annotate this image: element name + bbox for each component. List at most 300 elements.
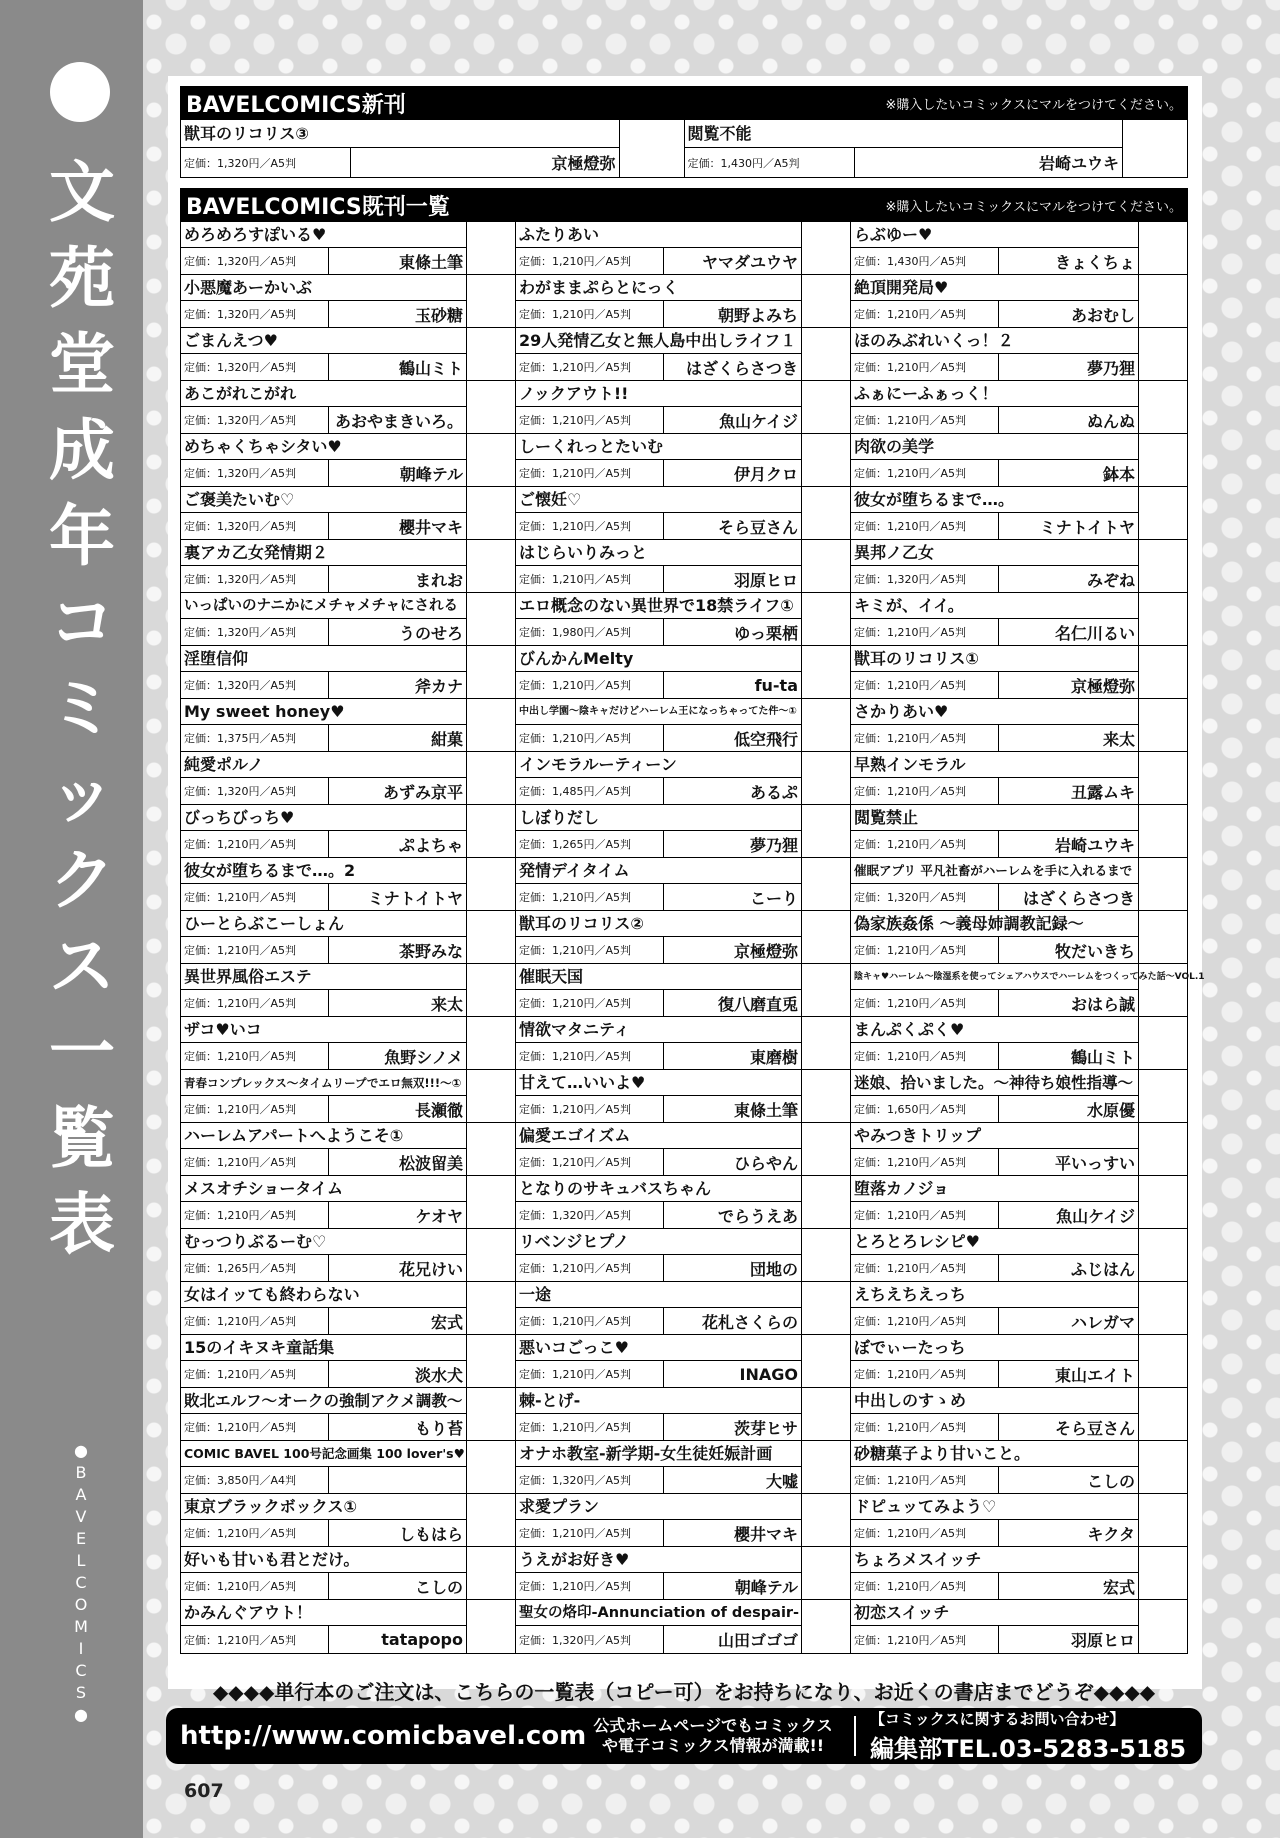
sidebar-subtitle-char: ● (74, 1705, 88, 1724)
order-check-box[interactable] (802, 487, 850, 539)
book-title: 砂糖菓子より甘いこと。 (851, 1441, 1138, 1467)
book-info (181, 1017, 467, 1069)
book-meta (181, 1149, 466, 1175)
order-check-box[interactable] (802, 328, 850, 380)
order-check-box[interactable] (467, 1282, 515, 1334)
book-meta (516, 672, 801, 698)
book-entry (851, 1600, 1187, 1653)
book-info (516, 381, 802, 433)
book-meta (181, 778, 466, 804)
book-info (851, 1600, 1139, 1653)
book-price: 定価：1,210円／A5判 (516, 1308, 664, 1334)
book-author: 鶴山ミト (1070, 1047, 1135, 1067)
book-entry (851, 1229, 1187, 1282)
book-price: 定価：1,210円／A5判 (516, 354, 664, 380)
book-price: 定価：1,430円／A5判 (851, 248, 999, 274)
book-price: 定価：1,210円／A5判 (851, 672, 999, 698)
book-author: あおやまきいろ。 (334, 411, 463, 431)
order-check-box[interactable] (1139, 858, 1187, 910)
sidebar-title-char: 文 (49, 154, 115, 231)
order-check-box[interactable] (802, 222, 850, 274)
book-meta (851, 1520, 1138, 1546)
book-author: あるぷ (749, 782, 798, 802)
book-title: 早熟インモラル (851, 752, 1138, 778)
book-meta (181, 1096, 466, 1122)
sidebar-subtitle-char: ● (74, 1441, 88, 1460)
book-entry (181, 1600, 515, 1653)
book-title: 甘えて…いいよ♥ (516, 1070, 801, 1096)
book-info (516, 1388, 802, 1440)
book-meta (516, 1255, 801, 1281)
book-author: はざくらさつき (1022, 888, 1135, 908)
order-check-box[interactable] (1139, 1494, 1187, 1546)
order-check-box[interactable] (802, 1123, 850, 1175)
book-author: 櫻井マキ (398, 517, 463, 537)
book-entry (851, 646, 1187, 699)
book-author: うのせろ (398, 623, 463, 643)
sidebar-title-char: 成 (49, 412, 115, 489)
book-meta (851, 513, 1138, 539)
book-info (516, 1494, 802, 1546)
order-check-box[interactable] (467, 1123, 515, 1175)
book-entry (516, 487, 850, 540)
book-title: 発情デイタイム (516, 858, 801, 884)
order-check-box[interactable] (467, 752, 515, 804)
book-title: 青春コンプレックス～タイムリープでエロ無双!!!～① (181, 1070, 466, 1096)
book-meta (181, 1467, 466, 1493)
book-price: 定価：1,210円／A5判 (851, 301, 999, 327)
book-price: 定価：1,210円／A5判 (851, 1308, 999, 1334)
book-price: 定価：1,210円／A5判 (516, 301, 664, 327)
order-check-box[interactable] (1139, 1335, 1187, 1387)
book-info (181, 646, 467, 698)
book-meta (181, 672, 466, 698)
book-info (851, 1494, 1139, 1546)
order-check-box[interactable] (467, 805, 515, 857)
order-check-box[interactable] (802, 1282, 850, 1334)
sidebar-title-char: 一 (49, 1014, 115, 1091)
book-meta (851, 1202, 1138, 1228)
book-meta (181, 1573, 466, 1599)
book-meta (516, 1043, 801, 1069)
promo-line-2: や電子コミックス情報が満載!! (601, 1736, 825, 1755)
book-info (181, 120, 620, 177)
sidebar-subtitle-char: C (75, 1661, 87, 1680)
book-info (516, 222, 802, 274)
sidebar-title-char: 苑 (49, 240, 115, 317)
book-title: ノックアウト!! (516, 381, 801, 407)
book-info (181, 1282, 467, 1334)
book-author: 牧だいきち (1054, 941, 1135, 961)
book-author: 松波留美 (398, 1153, 463, 1173)
book-author: そら豆さん (1054, 1418, 1135, 1438)
book-entry (181, 487, 515, 540)
order-check-box[interactable] (620, 120, 684, 177)
book-meta (181, 884, 466, 910)
sidebar-subtitle-char: S (75, 1683, 87, 1702)
promo-line-1: 公式ホームページでもコミックス (593, 1716, 833, 1735)
book-meta (516, 831, 801, 857)
book-info (181, 964, 467, 1016)
book-title: 一途 (516, 1282, 801, 1308)
book-meta (181, 725, 466, 751)
order-check-box[interactable] (1139, 222, 1187, 274)
book-title: ひーとらぶこーしょん (181, 911, 466, 937)
order-check-box[interactable] (467, 1229, 515, 1281)
book-info (181, 1600, 467, 1653)
order-check-box[interactable] (467, 964, 515, 1016)
book-price: 定価：1,210円／A5判 (181, 1202, 329, 1228)
book-author: 魚野シノメ (384, 1047, 463, 1067)
sidebar-title-char: コ (49, 584, 115, 661)
book-price: 定価：1,210円／A5判 (851, 1573, 999, 1599)
order-check-box[interactable] (802, 646, 850, 698)
order-check-box[interactable] (1139, 381, 1187, 433)
book-title: 迷娘、拾いました。～神待ち娘性指導～ (851, 1070, 1138, 1096)
book-entry (851, 222, 1187, 275)
book-entry (181, 1017, 515, 1070)
order-check-box[interactable] (1139, 646, 1187, 698)
book-price: 定価：1,375円／A5判 (181, 725, 329, 751)
order-check-box[interactable] (1139, 328, 1187, 380)
book-price: 定価：1,210円／A5判 (851, 1520, 999, 1546)
order-check-box[interactable] (467, 858, 515, 910)
order-check-box[interactable] (802, 1600, 850, 1653)
order-check-box[interactable] (1139, 1547, 1187, 1599)
book-entry (181, 1335, 515, 1388)
book-entry (851, 1070, 1187, 1123)
book-author: ミナトイトヤ (1039, 517, 1135, 537)
book-price: 定価：1,210円／A5判 (181, 831, 329, 857)
backlist-note: ※購入したいコミックスにマルをつけてください。 (885, 199, 1182, 215)
book-meta (851, 566, 1138, 592)
new-releases-header (180, 86, 1188, 120)
book-price: 定価：1,210円／A5判 (181, 1149, 329, 1175)
book-author: ヤマダユウヤ (701, 252, 798, 272)
book-info (851, 646, 1139, 698)
order-check-box[interactable] (802, 1070, 850, 1122)
book-meta (851, 407, 1138, 433)
book-entry (516, 911, 850, 964)
book-author: こーり (749, 888, 798, 908)
order-check-box[interactable] (467, 222, 515, 274)
book-title: びんかんMelty (516, 646, 801, 672)
book-title: オナホ教室-新学期-女生徒妊娠計画 (516, 1441, 801, 1467)
order-check-box[interactable] (802, 1547, 850, 1599)
book-meta (851, 990, 1138, 1016)
book-info (181, 275, 467, 327)
book-meta (516, 566, 801, 592)
order-check-box[interactable] (1139, 275, 1187, 327)
book-price: 定価：1,210円／A5判 (516, 1414, 664, 1440)
order-check-box[interactable] (467, 593, 515, 645)
book-title: キミが、イイ。 (851, 593, 1138, 619)
book-author: 来太 (1102, 729, 1135, 749)
order-check-box[interactable] (802, 275, 850, 327)
new-releases-section (180, 86, 1188, 178)
order-check-box[interactable] (467, 1494, 515, 1546)
book-title: 陰キャ♥ハーレム～陰湿系を使ってシェアハウスでハーレムをつくってみた話～VOL.1 (851, 964, 1138, 990)
book-info (181, 752, 467, 804)
order-check-box[interactable] (802, 593, 850, 645)
book-title: 敗北エルフ～オークの強制アクメ調教～ (181, 1388, 466, 1414)
book-price: 定価：1,210円／A5判 (181, 1414, 329, 1440)
order-check-box[interactable] (467, 1547, 515, 1599)
sidebar-subtitle-char: I (78, 1639, 84, 1658)
order-check-box[interactable] (467, 275, 515, 327)
sidebar-subtitle-char: L (76, 1551, 86, 1570)
book-author: 低空飛行 (733, 729, 798, 749)
order-check-box[interactable] (802, 434, 850, 486)
book-author: 東山エイト (1054, 1365, 1135, 1385)
bottom-banner (166, 1708, 1202, 1764)
book-meta (851, 354, 1138, 380)
book-title: エロ概念のない異世界で18禁ライフ① (516, 593, 801, 619)
book-meta (181, 1202, 466, 1228)
book-meta (516, 460, 801, 486)
order-check-box[interactable] (802, 964, 850, 1016)
book-author: みぞね (1086, 570, 1135, 590)
book-meta (851, 1149, 1138, 1175)
book-title: ごまんえつ♥ (181, 328, 466, 354)
book-price: 定価：1,210円／A5判 (181, 937, 329, 963)
book-title: めちゃくちゃシタい♥ (181, 434, 466, 460)
book-entry (851, 1176, 1187, 1229)
order-check-box[interactable] (1139, 805, 1187, 857)
book-title: 聖女の烙印-Annunciation of despair- (516, 1600, 801, 1626)
book-title: 彼女が堕ちるまで…。2 (181, 858, 466, 884)
book-meta (685, 148, 1123, 177)
book-meta (516, 778, 801, 804)
book-meta (181, 1043, 466, 1069)
website-link[interactable]: http://www.comicbavel.com (180, 1721, 587, 1751)
book-price: 定価：1,320円／A5判 (516, 1467, 664, 1493)
order-check-box[interactable] (802, 1017, 850, 1069)
book-price: 定価：1,210円／A5判 (516, 460, 664, 486)
book-info (181, 1070, 467, 1122)
page-number: 607 (184, 1780, 224, 1802)
book-meta (516, 1520, 801, 1546)
book-author: 山田ゴゴゴ (717, 1631, 798, 1650)
book-price: 定価：1,210円／A5判 (181, 1308, 329, 1334)
book-entry (181, 381, 515, 434)
book-info (851, 1176, 1139, 1228)
order-check-box[interactable] (802, 1335, 850, 1387)
order-check-box[interactable] (802, 805, 850, 857)
book-meta (181, 1361, 466, 1387)
book-info (851, 911, 1139, 963)
book-price: 定価：1,210円／A5判 (851, 778, 999, 804)
sidebar-title-char: 堂 (49, 326, 115, 403)
order-check-box[interactable] (1139, 1229, 1187, 1281)
order-check-box[interactable] (1139, 1123, 1187, 1175)
book-author: 京極燈弥 (1070, 676, 1135, 696)
book-title: 中出し学園～陰キャだけどハーレム王になっちゃってた件～① (516, 699, 801, 725)
book-entry (516, 858, 850, 911)
book-entry (181, 646, 515, 699)
book-info (181, 1494, 467, 1546)
order-check-box[interactable] (467, 1388, 515, 1440)
book-entry (181, 1070, 515, 1123)
book-meta (181, 301, 466, 327)
order-check-box[interactable] (1139, 1176, 1187, 1228)
book-title: 獣耳のリコリス② (516, 911, 801, 937)
order-check-box[interactable] (802, 858, 850, 910)
book-title: 催眠天国 (516, 964, 801, 990)
book-meta (516, 884, 801, 910)
order-check-box[interactable] (802, 911, 850, 963)
book-title: とろとろレシピ♥ (851, 1229, 1138, 1255)
order-check-box[interactable] (467, 1070, 515, 1122)
sidebar-subtitle-char: A (75, 1485, 87, 1504)
book-meta (181, 990, 466, 1016)
order-check-box[interactable] (1123, 120, 1187, 177)
book-info (516, 805, 802, 857)
order-check-box[interactable] (1139, 1070, 1187, 1122)
book-price: 定価：1,210円／A5判 (516, 1361, 664, 1387)
book-meta (516, 937, 801, 963)
order-check-box[interactable] (1139, 1388, 1187, 1440)
order-check-box[interactable] (1139, 964, 1187, 1016)
book-info (851, 328, 1139, 380)
order-check-box[interactable] (467, 911, 515, 963)
order-check-box[interactable] (1139, 434, 1187, 486)
book-info (181, 911, 467, 963)
book-author: 来太 (430, 994, 463, 1014)
order-check-box[interactable] (1139, 911, 1187, 963)
book-entry (851, 1388, 1187, 1441)
book-info (516, 646, 802, 698)
book-info (851, 275, 1139, 327)
book-info (181, 858, 467, 910)
book-meta (181, 1414, 466, 1440)
book-price: 定価：1,210円／A5判 (516, 672, 664, 698)
book-entry (851, 540, 1187, 593)
order-check-box[interactable] (1139, 752, 1187, 804)
book-info (181, 1547, 467, 1599)
book-entry (181, 540, 515, 593)
order-check-box[interactable] (802, 540, 850, 592)
order-check-box[interactable] (467, 1176, 515, 1228)
book-info (516, 964, 802, 1016)
sidebar-title-char: 覧 (49, 1100, 115, 1177)
book-price: 定価：1,210円／A5判 (851, 725, 999, 751)
book-info (851, 487, 1139, 539)
book-author: そら豆さん (717, 517, 798, 537)
book-info (851, 1282, 1139, 1334)
book-title: ふたりあい (516, 222, 801, 248)
book-entry (516, 328, 850, 381)
sidebar-subtitle-char: O (74, 1595, 88, 1614)
book-info (516, 1176, 802, 1228)
order-check-box[interactable] (1139, 699, 1187, 751)
book-entry (516, 1282, 850, 1335)
order-check-box[interactable] (467, 381, 515, 433)
book-price: 定価：3,850円／A4判 (181, 1467, 329, 1493)
book-author: 丑露ムキ (1070, 782, 1135, 802)
book-title: まんぷくぷく♥ (851, 1017, 1138, 1043)
book-price: 定価：1,320円／A5判 (851, 566, 999, 592)
order-check-box[interactable] (1139, 1600, 1187, 1653)
order-check-box[interactable] (802, 1388, 850, 1440)
new-releases-title: BAVELCOMICS新刊 (186, 92, 406, 118)
book-author: 東條土筆 (733, 1100, 798, 1120)
book-meta (181, 1308, 466, 1334)
book-title: メスオチショータイム (181, 1176, 466, 1202)
order-check-box[interactable] (802, 1494, 850, 1546)
book-meta (851, 1626, 1138, 1653)
book-entry (181, 1441, 515, 1494)
book-title: ぼでぃーたっち (851, 1335, 1138, 1361)
order-check-box[interactable] (467, 434, 515, 486)
order-check-box[interactable] (467, 699, 515, 751)
book-entry (181, 328, 515, 381)
book-meta (181, 148, 619, 177)
order-check-box[interactable] (802, 1229, 850, 1281)
book-meta (181, 460, 466, 486)
book-meta (851, 1467, 1138, 1493)
order-check-box[interactable] (1139, 487, 1187, 539)
order-check-box[interactable] (467, 1441, 515, 1493)
order-check-box[interactable] (1139, 1441, 1187, 1493)
order-check-box[interactable] (802, 1441, 850, 1493)
order-check-box[interactable] (467, 328, 515, 380)
book-title: となりのサキュバスちゃん (516, 1176, 801, 1202)
order-check-box[interactable] (467, 1600, 515, 1653)
order-check-box[interactable] (802, 752, 850, 804)
order-check-box[interactable] (1139, 1017, 1187, 1069)
order-check-box[interactable] (1139, 540, 1187, 592)
book-meta (516, 1626, 801, 1653)
order-check-box[interactable] (802, 699, 850, 751)
book-title: 閲覧不能 (685, 120, 1123, 148)
order-check-box[interactable] (802, 1176, 850, 1228)
book-title: 棘-とげ- (516, 1388, 801, 1414)
book-info (181, 328, 467, 380)
book-entry (516, 1388, 850, 1441)
book-title: 淫堕信仰 (181, 646, 466, 672)
book-meta (181, 831, 466, 857)
order-check-box[interactable] (467, 540, 515, 592)
order-check-box[interactable] (1139, 1282, 1187, 1334)
book-entry (516, 646, 850, 699)
sidebar-title-char: ミ (49, 670, 115, 747)
book-price: 定価：1,210円／A5判 (516, 1096, 664, 1122)
book-meta (516, 1149, 801, 1175)
book-info (516, 1070, 802, 1122)
order-check-box[interactable] (467, 646, 515, 698)
order-check-box[interactable] (467, 487, 515, 539)
book-price: 定価：1,650円／A5判 (851, 1096, 999, 1122)
order-check-box[interactable] (467, 1017, 515, 1069)
book-meta (516, 407, 801, 433)
book-entry (516, 699, 850, 752)
order-check-box[interactable] (1139, 593, 1187, 645)
book-info (851, 1123, 1139, 1175)
order-check-box[interactable] (802, 381, 850, 433)
book-entry (516, 1176, 850, 1229)
book-author: ミナトイトヤ (367, 888, 463, 908)
book-price: 定価：1,210円／A5判 (851, 1414, 999, 1440)
book-author: 紺菓 (430, 729, 463, 749)
book-price: 定価：1,210円／A5判 (181, 1043, 329, 1069)
order-check-box[interactable] (467, 1335, 515, 1387)
book-price: 定価：1,210円／A5判 (181, 990, 329, 1016)
book-title: わがままぷらとにっく (516, 275, 801, 301)
book-author: 花札さくらの (701, 1312, 798, 1332)
book-info (181, 540, 467, 592)
sidebar-dot (50, 62, 110, 122)
